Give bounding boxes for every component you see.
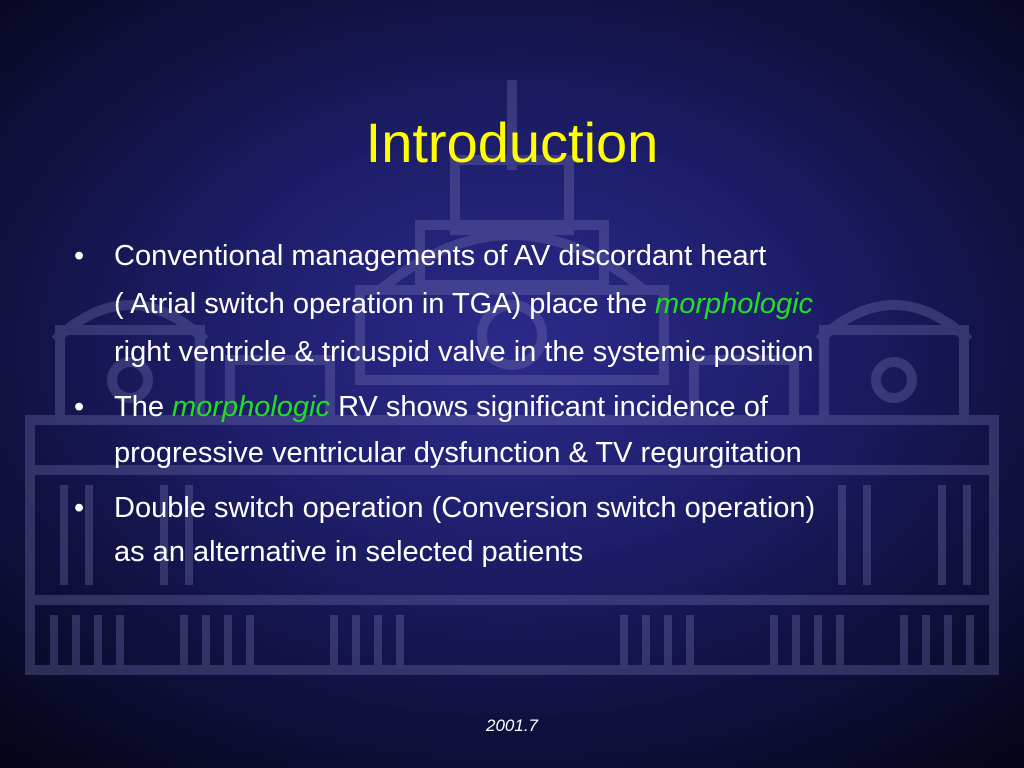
emphasis-morphologic: morphologic bbox=[172, 391, 331, 423]
emphasis-morphologic: morphologic bbox=[655, 288, 814, 320]
bullet-1-line-3: right ventricle & tricuspid valve in the systemic position bbox=[114, 336, 814, 368]
bullet-item bbox=[70, 486, 970, 574]
bullet-2-line-1-post: RV shows significant incidence of bbox=[330, 391, 768, 423]
bullet-1-line-1: Conventional managements of AV discordant heart bbox=[114, 240, 767, 272]
bullet-2-line-1 bbox=[114, 384, 970, 430]
bullet-item bbox=[70, 384, 970, 476]
bullet-3-line-2: as an alternative in selected patients bbox=[114, 536, 584, 568]
bullet-1-line-2 bbox=[114, 280, 970, 328]
slide-footer-date: 2001.7 bbox=[486, 716, 538, 735]
bullet-dot: • bbox=[74, 492, 85, 524]
bullet-2-line-1-pre: The bbox=[114, 391, 173, 423]
bullet-dot: • bbox=[74, 391, 85, 423]
bullet-item bbox=[70, 232, 970, 376]
bullet-list bbox=[70, 232, 970, 582]
slide-title: Introduction bbox=[365, 111, 659, 174]
bullet-1-line-2-text: ( Atrial switch operation in TGA) place the bbox=[114, 288, 656, 320]
bullet-2-line-2: progressive ventricular dysfunction & TV regurgitation bbox=[114, 437, 802, 469]
bullet-dot: • bbox=[74, 240, 85, 272]
bullet-3-line-1: Double switch operation (Conversion switch operation) bbox=[114, 492, 816, 524]
